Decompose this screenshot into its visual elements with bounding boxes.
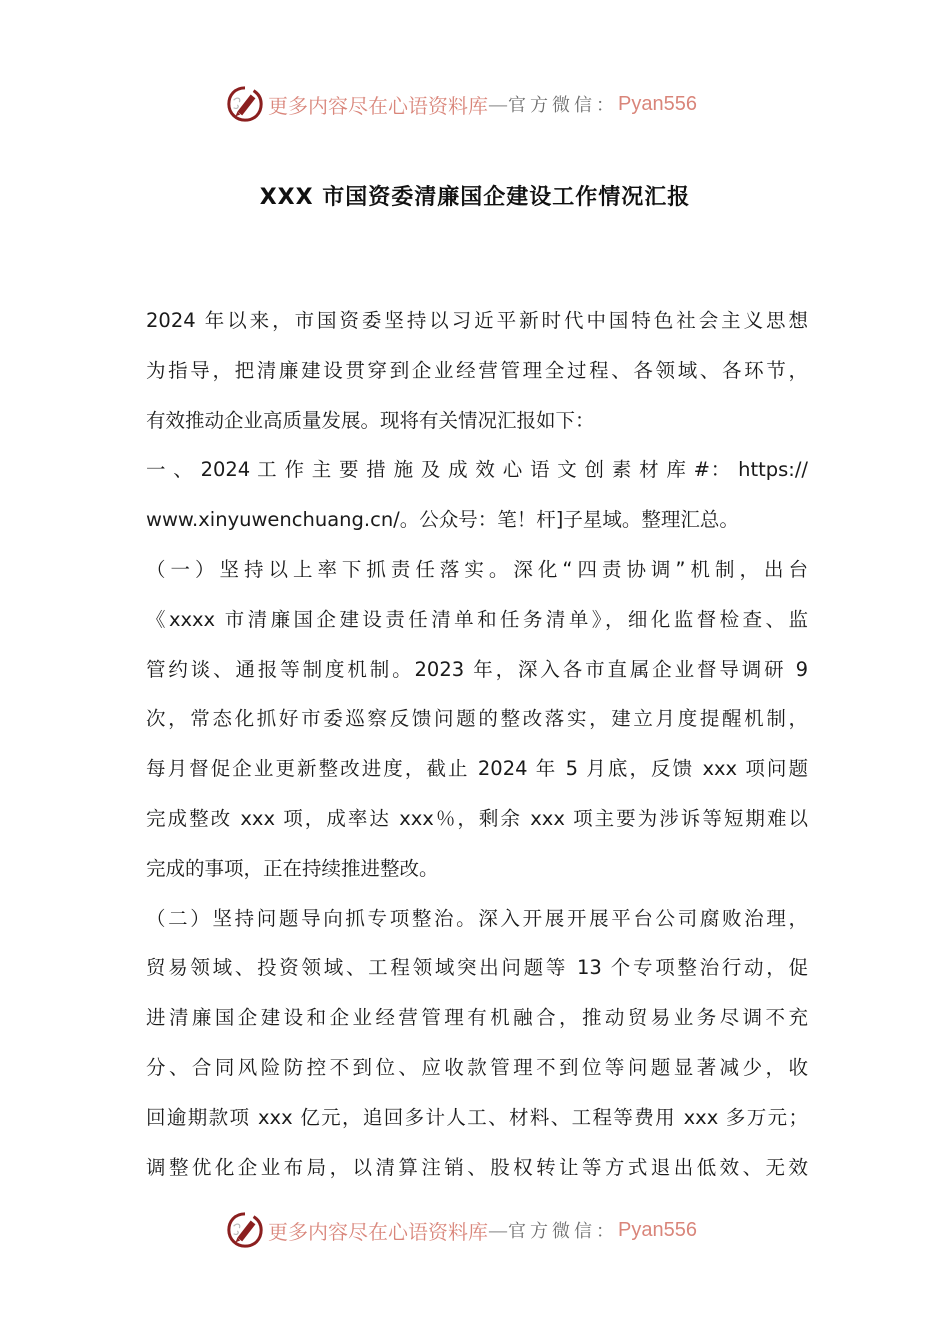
watermark-wechat-label: 官方微信：: [508, 95, 618, 116]
subsection-heading-line: （二）坚持问题导向抓专项整治。深入开展开展平台公司腐败治理，: [146, 906, 808, 930]
body-line: www.xinyuwenchuang.cn/。公众号：笔！杆]子星域。整理汇总。: [146, 508, 739, 532]
watermark-wechat-label: 官方微信：: [508, 1221, 618, 1242]
watermark-dash: —: [488, 1218, 508, 1242]
footer-watermark: [226, 1210, 726, 1250]
body-line: 为指导，把清廉建设贯穿到企业经营管理全过程、各领域、各环节，: [146, 358, 808, 382]
section-heading-line: 一 、 2024 工 作 主 要 措 施 及 成 效 心 语 文 创 素 材 库 #： https://: [146, 458, 808, 482]
subsection-heading-line: （一）坚持以上率下抓责任落实。深化“四责协调”机制，出台: [146, 557, 808, 581]
document-title: XXX 市国资委清廉国企建设工作情况汇报: [259, 185, 691, 210]
document-body: [146, 296, 808, 1192]
watermark-wechat-id: Pyan556: [618, 92, 697, 115]
body-line: 完成的事项，正在持续推进整改。: [146, 856, 439, 880]
body-line: 调整优化企业布局，以清算注销、股权转让等方式退出低效、无效: [146, 1155, 808, 1179]
body-line: 管约谈、通报等制度机制。2023 年，深入各市直属企业督导调研 9: [146, 657, 808, 681]
body-line: 每月督促企业更新整改进度，截止 2024 年 5 月底，反馈 xxx 项问题: [146, 757, 808, 781]
body-line: 贸易领域、投资领域、工程领域突出问题等 13 个专项整治行动，促: [146, 956, 808, 980]
body-line: 2024 年以来，市国资委坚持以习近平新时代中国特色社会主义思想: [146, 309, 808, 332]
body-line: 完成整改 xxx 项，成率达 xxx％，剩余 xxx 项主要为涉诉等短期难以: [146, 806, 808, 830]
watermark-slogan: 更多内容尽在心语资料库: [268, 1219, 488, 1244]
watermark-wechat-id: Pyan556: [618, 1218, 697, 1241]
watermark-slogan: 更多内容尽在心语资料库: [268, 93, 488, 118]
body-line: 分、合同风险防控不到位、应收款管理不到位等问题显著减少，收: [146, 1055, 808, 1079]
body-line: 有效推动企业高质量发展。现将有关情况汇报如下：: [146, 408, 595, 432]
pen-logo-icon: [226, 85, 264, 123]
pen-logo-icon: [226, 1211, 264, 1249]
header-watermark: [226, 84, 726, 124]
body-line: 进清廉国企建设和企业经营管理有机融合，推动贸易业务尽调不充: [146, 1006, 808, 1030]
body-line: 《xxxx 市清廉国企建设责任清单和任务清单》，细化监督检查、监: [146, 607, 808, 631]
body-line: 回逾期款项 xxx 亿元，追回多计人工、材料、工程等费用 xxx 多万元；: [146, 1105, 808, 1129]
watermark-dash: —: [488, 92, 508, 116]
body-line: 次，常态化抓好市委巡察反馈问题的整改落实，建立月度提醒机制，: [146, 707, 808, 731]
